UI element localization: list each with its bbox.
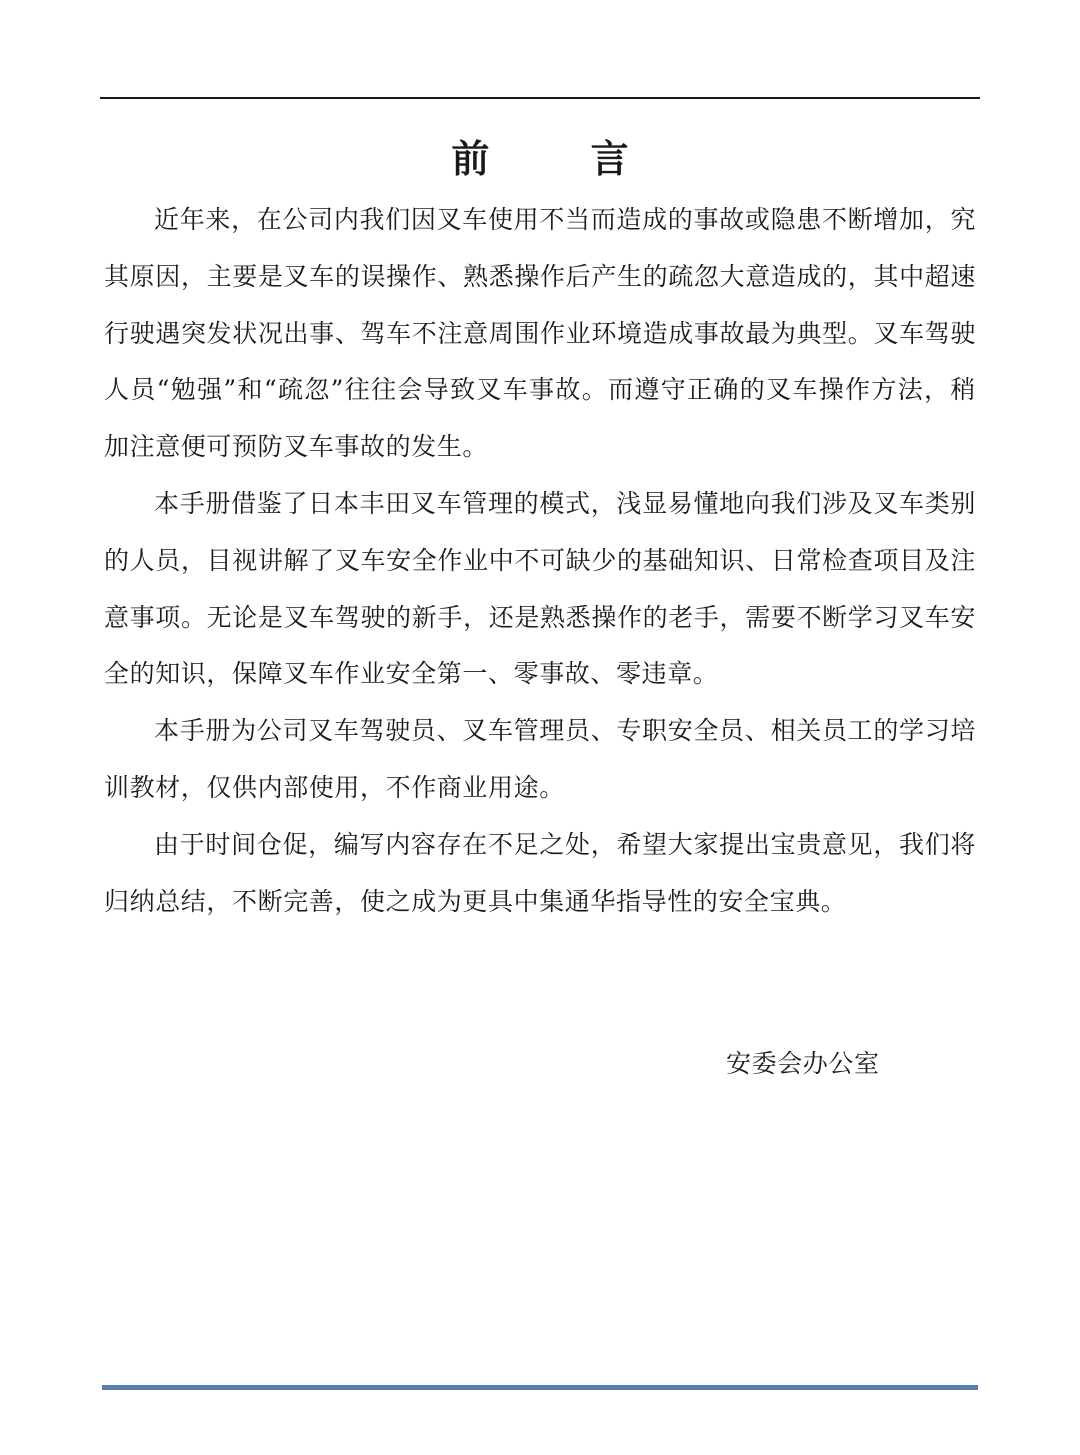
page-title: 前 言 bbox=[451, 137, 673, 182]
header-divider bbox=[100, 97, 980, 99]
signature: 安委会办公室 bbox=[726, 1049, 880, 1078]
paragraph-3: 本手册为公司叉车驾驶员、叉车管理员、专职安全员、相关员工的学习培训教材，仅供内部使用，不作商业用途。 bbox=[104, 716, 976, 802]
paragraph-2: 本手册借鉴了日本丰田叉车管理的模式，浅显易懂地向我们涉及叉车类别的人员，目视讲解了叉车安全作业中不可缺少的基础知识、日常检查项目及注意事项。无论是叉车驾驶的新手，还是熟悉操作的老手，需要不断学习叉车安全的知识，保障叉车作业安全第一、零事故、零违章。 bbox=[104, 488, 976, 689]
paragraph-4: 由于时间仓促，编写内容存在不足之处，希望大家提出宝贵意见，我们将归纳总结，不断完善，使之成为更具中集通华指导性的安全宝典。 bbox=[104, 829, 976, 916]
paragraph-1: 近年来，在公司内我们因叉车使用不当而造成的事故或隐患不断增加，究其原因，主要是叉车的误操作、熟悉操作后产生的疏忽大意造成的，其中超速行驶遇突发状况出事、驾车不注意周围作业环境造成事故最为典型。叉车驾驶人员“勉强”和“疏忽”往往会导致叉车事故。而遵守正确的叉车操作方法，稍加注意便可预防叉车事故的发生。 bbox=[104, 205, 976, 462]
footer-divider bbox=[102, 1385, 978, 1390]
preface-body bbox=[104, 192, 976, 930]
